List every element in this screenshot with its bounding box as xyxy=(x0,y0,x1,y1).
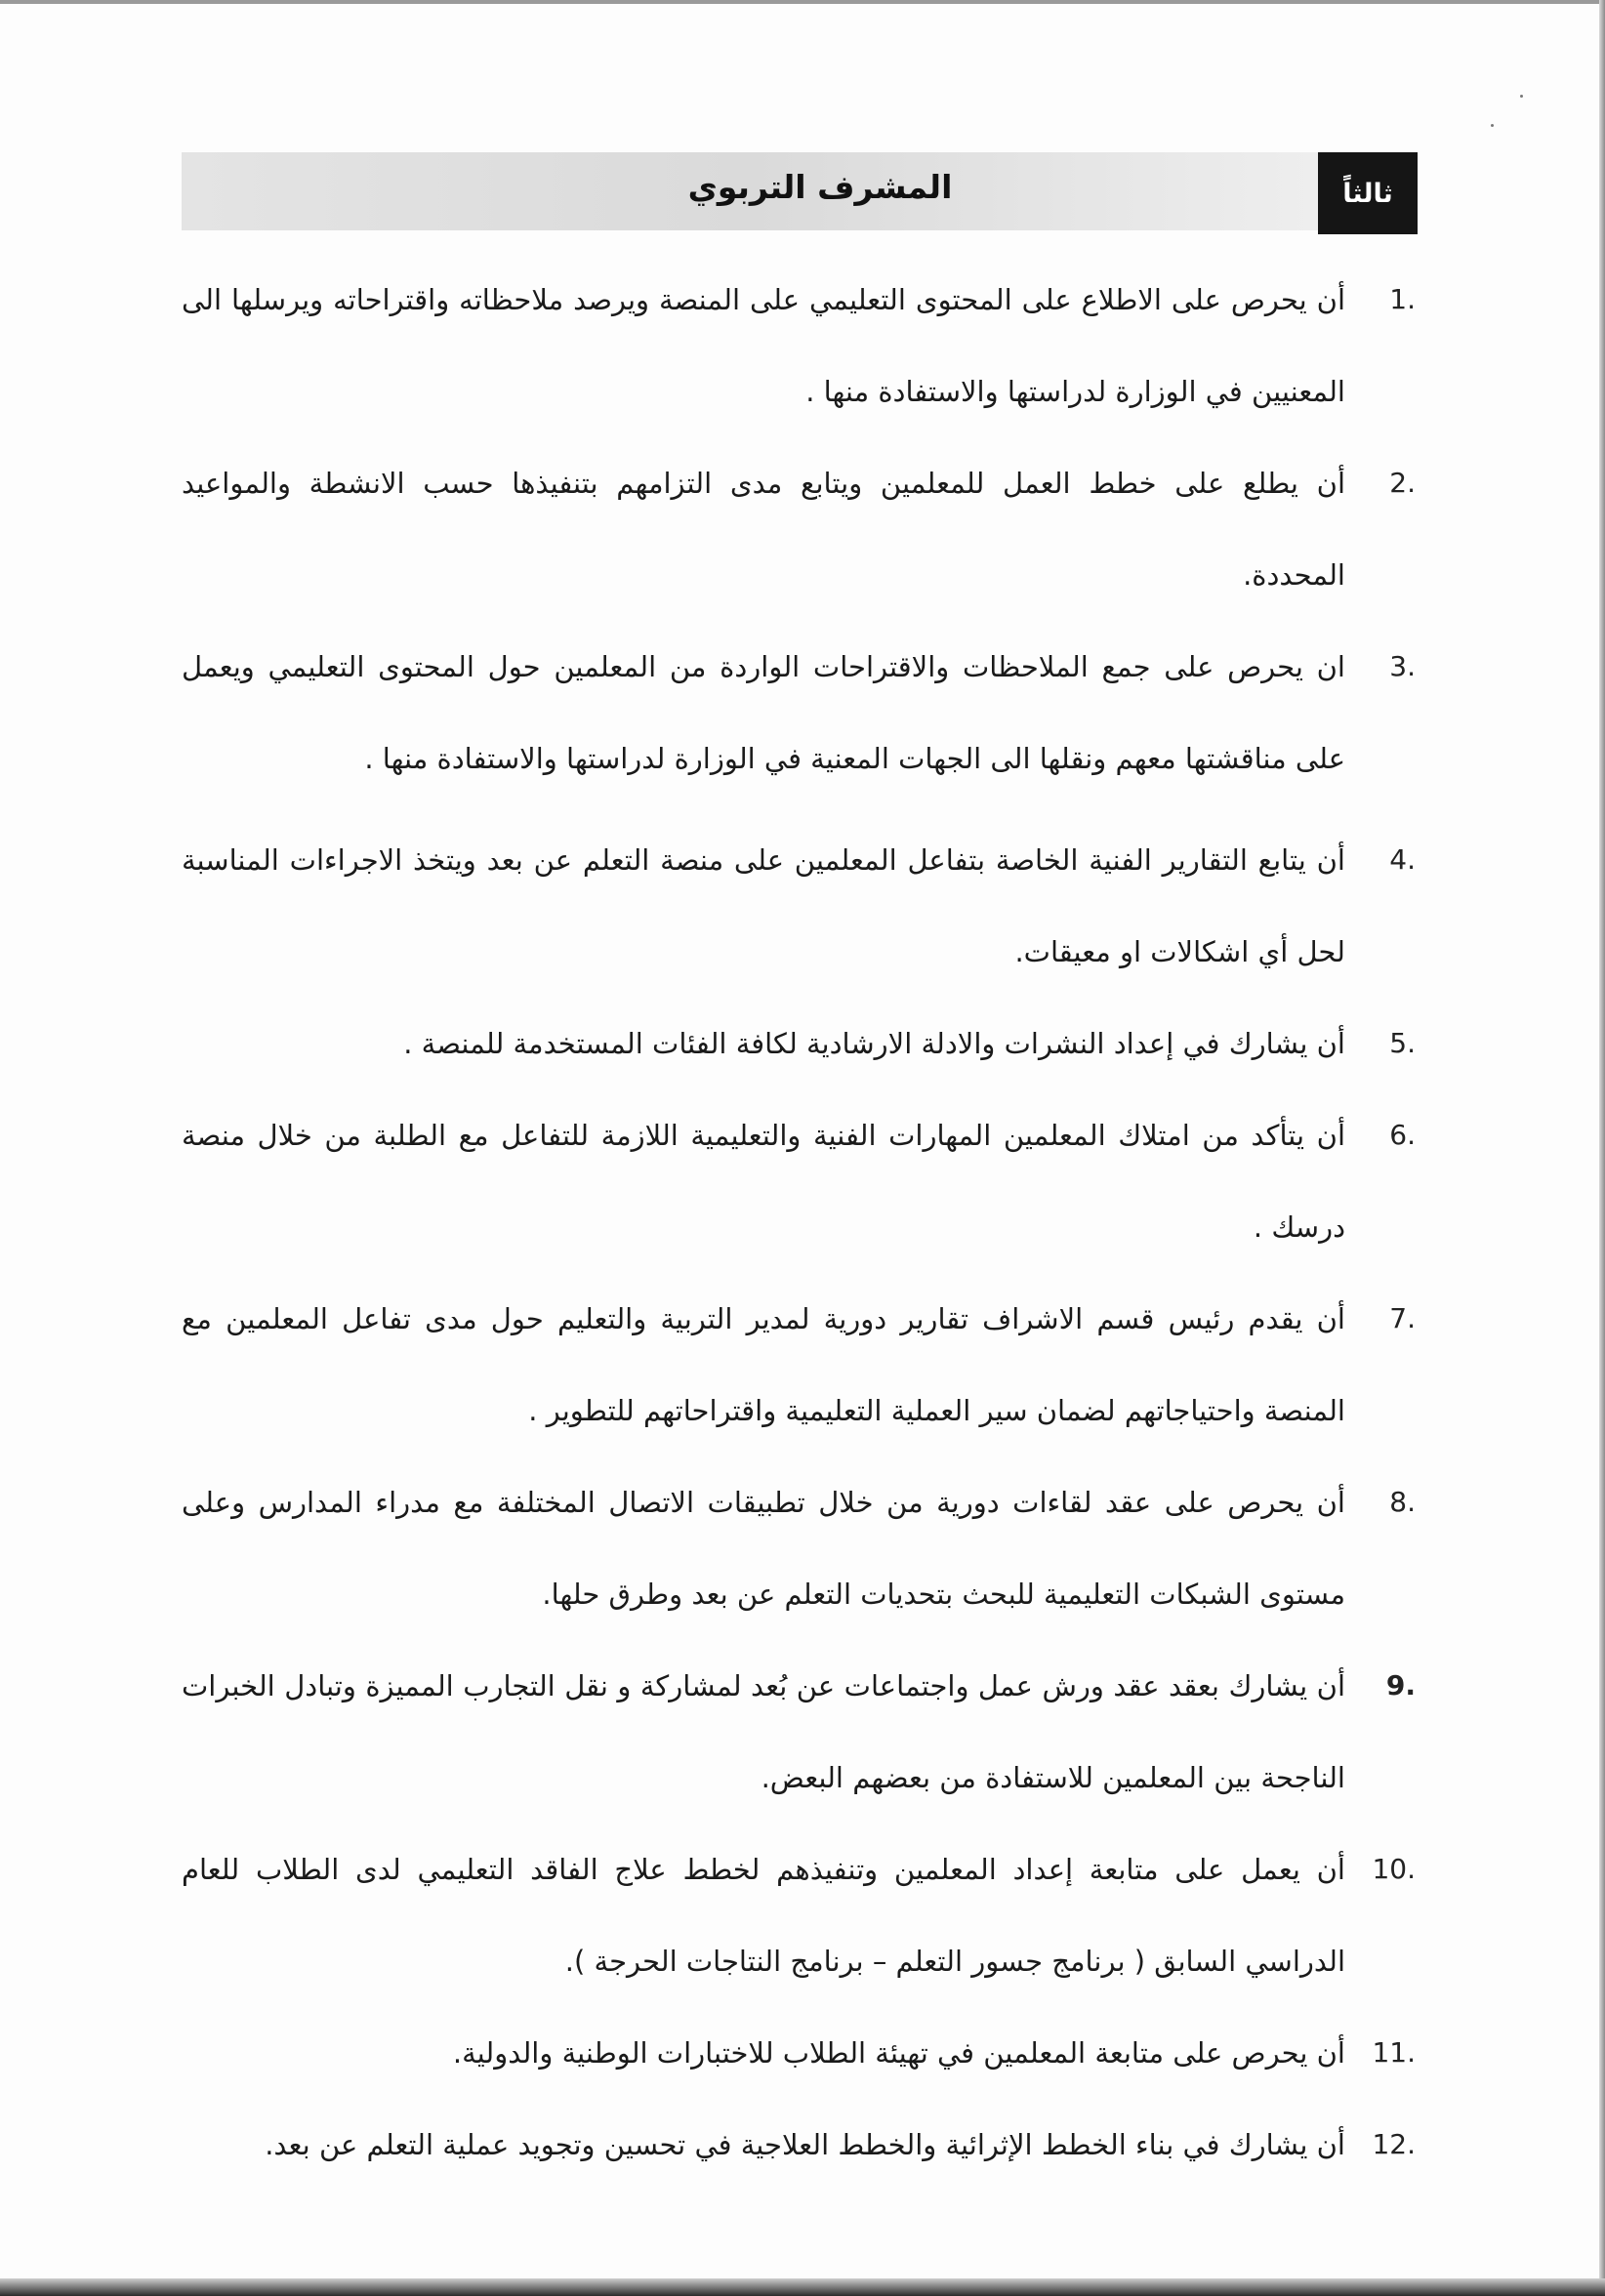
scan-speck xyxy=(1520,95,1523,98)
item-number: 6. xyxy=(1389,1119,1416,1151)
item-number: 3. xyxy=(1389,650,1416,682)
scan-edge-bottom xyxy=(0,2278,1605,2296)
item-number: 7. xyxy=(1389,1302,1416,1334)
item-number: 5. xyxy=(1389,1027,1416,1059)
list-item xyxy=(182,254,1416,437)
item-number: 1. xyxy=(1389,283,1416,315)
list-item xyxy=(182,998,1416,1089)
item-text: أن يشارك في إعداد النشرات والادلة الارشادية لكافة الفئات المستخدمة للمنصة . xyxy=(403,1027,1345,1060)
item-number: 2. xyxy=(1389,467,1416,499)
list-item xyxy=(182,1273,1416,1456)
item-number: 10. xyxy=(1372,1853,1416,1885)
list-item xyxy=(182,437,1416,621)
item-text: أن يحرص على متابعة المعلمين في تهيئة الطلاب للاختبارات الوطنية والدولية. xyxy=(452,2036,1345,2070)
scan-edge-right xyxy=(1599,0,1605,2296)
scan-edge-top xyxy=(0,0,1605,4)
list-item xyxy=(182,2007,1416,2099)
scan-speck xyxy=(1491,124,1494,127)
list-item xyxy=(182,621,1416,804)
item-text: أن يطلع على خطط العمل للمعلمين ويتابع مدى التزامهم بتنفيذها حسب الانشطة والمواعيد المحددة. xyxy=(182,467,1345,592)
item-text: أن يحرص على الاطلاع على المحتوى التعليمي على المنصة ويرصد ملاحظاته واقتراحاته ويرسلها الى المعنيين في الوزارة لدراستها والاستفادة منها . xyxy=(182,283,1345,408)
list-item xyxy=(182,1089,1416,1273)
item-text: أن يشارك بعقد عقد ورش عمل واجتماعات عن بُعد لمشاركة و نقل التجارب المميزة وتبادل الخبرات الناجحة بين المعلمين للاستفادة من بعضهم البعض. xyxy=(182,1669,1345,1794)
item-text: أن يقدم رئيس قسم الاشراف تقارير دورية لمدير التربية والتعليم حول مدى تفاعل المعلمين مع المنصة واحتياجاتهم لضمان سير العملية التعليمية واقتراحاتهم للتطوير . xyxy=(182,1302,1345,1427)
section-title: المشرف التربوي xyxy=(687,168,953,206)
item-number: 12. xyxy=(1372,2128,1416,2160)
list-item xyxy=(182,2099,1416,2191)
item-text: أن يتأكد من امتلاك المعلمين المهارات الفنية والتعليمية اللازمة للتفاعل مع الطلبة من خلال منصة درسك . xyxy=(182,1119,1345,1244)
list-item xyxy=(182,1640,1416,1824)
item-number: 9. xyxy=(1385,1669,1416,1702)
item-text: ان يحرص على جمع الملاحظات والاقتراحات الواردة من المعلمين حول المحتوى التعليمي ويعمل على مناقشتها معهم ونقلها الى الجهات المعنية في الوزارة لدراستها والاستفادة منها . xyxy=(182,650,1345,775)
section-tab: ثالثاً xyxy=(1318,152,1418,234)
item-text: أن يعمل على متابعة إعداد المعلمين وتنفيذهم لخطط علاج الفاقد التعليمي لدى الطلاب للعام الدراسي السابق ( برنامج جسور التعلم – برنامج النتاجات الحرجة ). xyxy=(182,1853,1345,1978)
list-item xyxy=(182,814,1416,998)
list-item xyxy=(182,1456,1416,1640)
list-item xyxy=(182,1824,1416,2007)
item-number: 4. xyxy=(1389,843,1416,876)
item-number: 11. xyxy=(1372,2036,1416,2069)
item-text: أن يتابع التقارير الفنية الخاصة بتفاعل المعلمين على منصة التعلم عن بعد ويتخذ الاجراءات المناسبة لحل أي اشكالات او معيقات. xyxy=(182,843,1345,968)
item-number: 8. xyxy=(1389,1486,1416,1518)
item-text: أن يحرص على عقد لقاءات دورية من خلال تطبيقات الاتصال المختلفة مع مدراء المدارس وعلى مستوى الشبكات التعليمية للبحث بتحديات التعلم عن بعد وطرق حلها. xyxy=(182,1486,1345,1611)
duties-list xyxy=(182,254,1416,2191)
item-text: أن يشارك في بناء الخطط الإثرائية والخطط العلاجية في تحسين وتجويد عملية التعلم عن بعد. xyxy=(265,2128,1345,2161)
